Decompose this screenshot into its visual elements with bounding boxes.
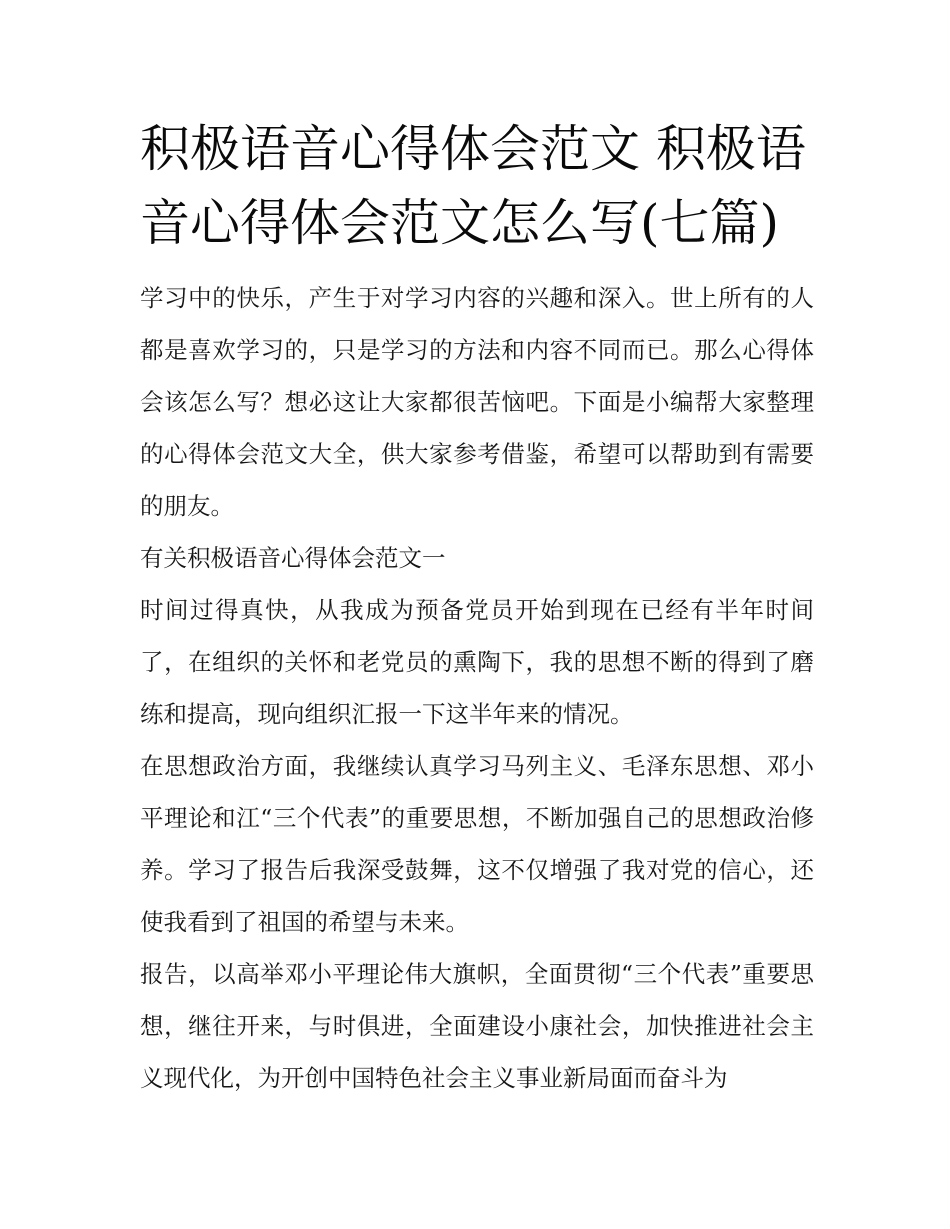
section-heading: 有关积极语音心得体会范文一 [140, 544, 446, 572]
intro-paragraph: 学习中的快乐，产生于对学习内容的兴趣和深入。世上所有的人都是喜欢学习的，只是学习的方法和内容不同而已。那么心得体会该怎么写？想必这让大家都很苦恼吧。下面是小编帮大家整理的心得体会范文大全，供大家参考借鉴，希望可以帮助到有需要的朋友。 [140, 284, 814, 520]
body-paragraph-1: 时间过得真快，从我成为预备党员开始到现在已经有半年时间了，在组织的关怀和老党员的熏陶下，我的思想不断的得到了磨练和提高，现向组织汇报一下这半年来的情况。 [140, 596, 814, 728]
body-paragraph-3: 报告，以高举邓小平理论伟大旗帜，全面贯彻“三个代表”重要思想，继往开来，与时俱进，全面建设小康社会，加快推进社会主义现代化，为开创中国特色社会主义事业新局面而奋斗为 [140, 960, 814, 1092]
document-page [140, 112, 814, 1104]
document-body [140, 272, 814, 1104]
body-paragraph-2: 在思想政治方面，我继续认真学习马列主义、毛泽东思想、邓小平理论和江“三个代表”的重要思想，不断加强自己的思想政治修养。学习了报告后我深受鼓舞，这不仅增强了我对党的信心，还使我看到了祖国的希望与未来。 [140, 752, 814, 936]
document-title: 积极语音心得体会范文 积极语音心得体会范文怎么写(七篇) [140, 120, 806, 252]
